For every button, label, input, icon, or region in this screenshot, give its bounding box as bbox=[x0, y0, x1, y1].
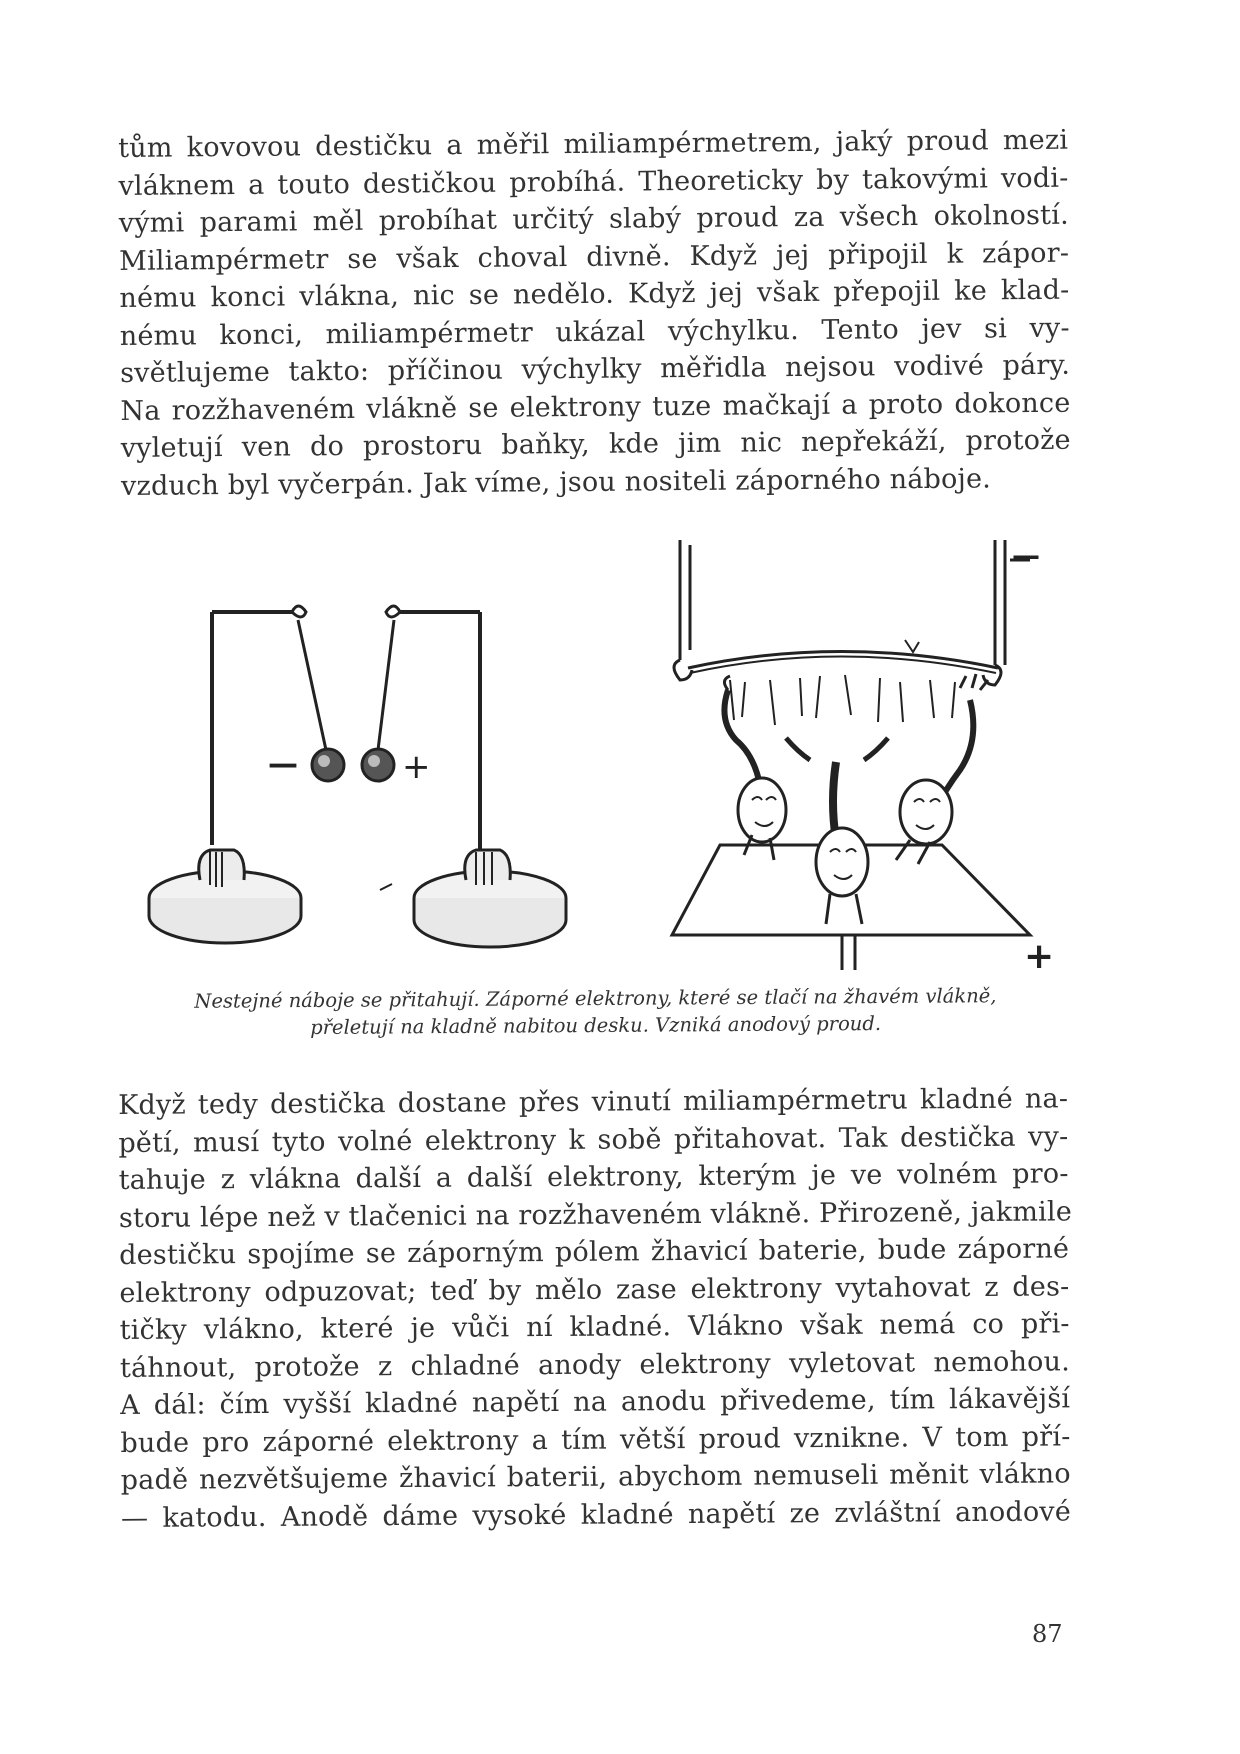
text-line: vými parami měl probíhat určitý slabý proud za všech okolností. bbox=[118, 199, 1069, 239]
plus-sign-right: + bbox=[1024, 936, 1055, 977]
text-line: tahuje z vlákna další a další elektrony, kterým je ve volném pro- bbox=[118, 1158, 1069, 1196]
text-line: vyletují ven do prostoru baňky, kde jim nic nepřekáží, protože bbox=[120, 424, 1071, 464]
text-line: vzduch byl vyčerpán. Jak víme, jsou nositeli záporného náboje. bbox=[120, 462, 992, 502]
text-line: Když tedy destička dostane přes vinutí miliampérmetru kladné na- bbox=[118, 1083, 1069, 1121]
page-number: 87 bbox=[1032, 1620, 1063, 1648]
text-line: pětí, musí tyto volné elektrony k sobě přitahovat. Tak destička vy- bbox=[118, 1120, 1069, 1159]
text-line: — katodu. Anodě dáme vysoké kladné napětí ze zvláštní anodové bbox=[120, 1495, 1072, 1534]
text-line: bude pro záporné elektrony a tím větší proud vznikne. V tom pří- bbox=[120, 1420, 1071, 1459]
text-line: Na rozžhaveném vlákně se elektrony tuze mačkají a proto dokonce bbox=[120, 387, 1071, 427]
caption-line: Nestejné náboje se přitahují. Záporné elektrony, které se tlačí na žhavém vlákně, bbox=[194, 984, 997, 1013]
paragraph-bottom bbox=[118, 1080, 1071, 1537]
text-line: tičky vlákno, které je vůči ní kladné. Vlákno však nemá co při- bbox=[119, 1308, 1070, 1346]
plus-sign-left: + bbox=[402, 747, 431, 787]
text-line: nému konci vlákna, nic se nedělo. Když jej však přepojil ke klad- bbox=[119, 274, 1070, 314]
text-line: padě nezvětšujeme žhavicí baterii, abychom nemuseli měnit vlákno bbox=[120, 1458, 1071, 1496]
text-line: světlujeme takto: příčinou výchylky měřidla nejsou vodivé páry. bbox=[119, 349, 1071, 389]
electron-creature-right bbox=[896, 674, 988, 864]
text-line: A dál: čím vyšší kladné napětí na anodu přivedeme, tím lákavější bbox=[120, 1383, 1071, 1421]
text-line: tům kovovou destičku a měřil miliampérmetrem, jaký proud mezi bbox=[118, 124, 1069, 164]
text-line: elektrony odpuzovat; teď by mělo zase elektrony vytahovat z des- bbox=[119, 1270, 1070, 1309]
text-line: nému konci, miliampérmetr ukázal výchylku. Tento jev si vy- bbox=[119, 312, 1070, 352]
caption-line: přeletují na kladně nabitou desku. Vzniká anodový proud. bbox=[310, 1012, 882, 1039]
charged-pendulums-figure bbox=[149, 606, 566, 947]
minus-sign-left: — bbox=[268, 747, 298, 782]
electron-filament-figure bbox=[672, 540, 1030, 970]
electron-creature-left bbox=[724, 676, 786, 860]
text-line: Miliampérmetr se však choval divně. Když jej připojil k zápor- bbox=[119, 237, 1070, 277]
text-line: vláknem a touto destičkou probíhá. Theoreticky by takovými vodi- bbox=[118, 162, 1069, 202]
text-line: storu lépe než v tlačenici na rozžhaveném vlákně. Přirozeně, jakmile bbox=[118, 1195, 1073, 1234]
minus-sign-right: — bbox=[1012, 539, 1040, 572]
text-line: destičku spojíme se záporným pólem žhavicí baterie, bude záporné bbox=[119, 1233, 1070, 1271]
text-line: táhnout, protože z chladné anody elektrony vyletovat nemohou. bbox=[119, 1345, 1071, 1384]
figure-caption bbox=[118, 982, 1073, 1043]
